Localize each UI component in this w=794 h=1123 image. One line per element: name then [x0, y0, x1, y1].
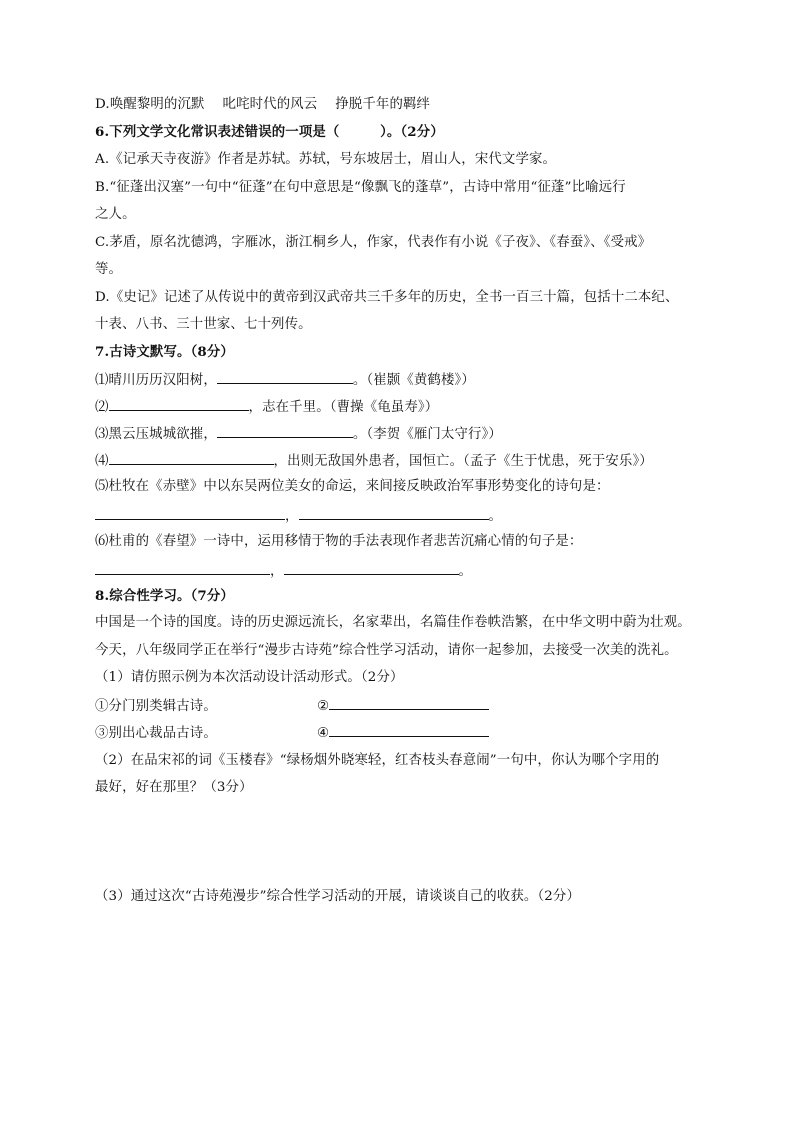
q8-part2-line1: （2）在品宋祁的词《玉楼春》“绿杨烟外晓寒轻，红杏枝头春意闹”一句中，你认为哪个字用的 — [95, 753, 660, 768]
q7-stem: 7.古诗文默写。（8分） — [95, 344, 234, 360]
q7-item3-answer-blank[interactable] — [217, 424, 353, 438]
q6-option-b-line1: B.“征蓬出汉塞”一句中“征蓬”在句中意思是“像飘飞的蓬草”，古诗中常用“征蓬”比喻远行 — [95, 180, 626, 195]
q8-part1-example3: ③别出心裁品古诗。 — [95, 726, 217, 741]
q8-intro-line1: 中国是一个诗的国度。诗的历史源远流长，名家辈出，名篇佳作卷帙浩繁，在中华文明中蔚为壮观。 — [95, 615, 691, 630]
q7-item2-suffix: ，志在千里。（曹操《龟虽寿》） — [248, 400, 439, 415]
q8-part1-answer-blank-4[interactable] — [329, 723, 489, 737]
q7-item2-prefix: ⑵ — [95, 400, 109, 415]
q7-item5-period: 。 — [488, 509, 503, 524]
q7-item1-answer-blank[interactable] — [217, 370, 353, 384]
q8-stem: 8.综合性学习。（7分） — [95, 588, 234, 604]
q6-option-a: A.《记承天寺夜游》作者是苏轼。苏轼，号东坡居士，眉山人，宋代文学家。 — [95, 152, 557, 167]
q6-option-c-line1: C.茅盾，原名沈德鸿，字雁冰，浙江桐乡人，作家，代表作有小说《子夜》、《春蚕》、《受戒》 — [95, 235, 652, 250]
q7-item4-answer-blank[interactable] — [109, 451, 274, 465]
q7-item1 — [95, 370, 475, 390]
q6-option-b-line2: 之人。 — [95, 207, 136, 222]
q7-item5-comma: ， — [285, 509, 299, 524]
q7-item4-prefix: ⑷ — [95, 454, 109, 469]
q7-item3-prefix: ⑶黑云压城城欲摧， — [95, 427, 217, 442]
q7-item3 — [95, 424, 502, 444]
q7-item1-suffix: 。（崔颢《黄鹤楼》） — [352, 373, 475, 388]
q7-item6-answer-blank-1[interactable] — [95, 561, 270, 575]
q7-item2 — [95, 397, 438, 417]
q7-item6-prompt: ⑹杜甫的《春望》一诗中，运用移情于物的手法表现作者悲苦沉痛心情的句子是： — [95, 534, 583, 549]
q8-part1-stem: （1）请仿照示例为本次活动设计活动形式。（2分） — [95, 670, 404, 685]
q7-item5-answers — [95, 506, 502, 526]
q8-part1-marker2: ② — [317, 699, 330, 714]
q6-option-d-line2: 十表、八书、三十世家、七十列传。 — [95, 317, 312, 332]
q6-stem: 6.下列文学文化常识表述错误的一项是（ ）。（2分） — [95, 124, 444, 140]
q7-item4 — [95, 451, 653, 471]
q7-item2-answer-blank[interactable] — [109, 397, 249, 411]
q8-intro-line2: 今天，八年级同学正在举行“漫步古诗苑”综合性学习活动，请你一起参加，去接受一次美的洗礼。 — [95, 643, 678, 658]
q7-item3-suffix: 。（李贺《雁门太守行》） — [352, 427, 502, 442]
q5-option-d: D.唤醒黎明的沉默 叱咤时代的风云 挣脱千年的羁绊 — [95, 97, 431, 112]
q8-part1-row1 — [95, 696, 489, 716]
q8-part1-marker4: ④ — [317, 726, 330, 741]
q8-part3: （3）通过这次“古诗苑漫步”综合性学习活动的开展，请谈谈自己的收获。（2分） — [95, 889, 581, 904]
q7-item5-prompt: ⑸杜牧在《赤壁》中以东吴两位美女的命运，来间接反映政治军事形势变化的诗句是： — [95, 479, 610, 494]
q7-item5-answer-blank-1[interactable] — [95, 506, 285, 520]
q8-part1-row2 — [95, 723, 489, 743]
q6-option-c-line2: 等。 — [95, 262, 123, 277]
q7-item1-prefix: ⑴晴川历历汉阳树， — [95, 373, 217, 388]
q7-item6-answers — [95, 561, 472, 581]
q7-item6-answer-blank-2[interactable] — [284, 561, 459, 575]
q7-item4-suffix: ，出则无敌国外患者，国恒亡。（孟子《生于忧患，死于安乐》） — [273, 454, 653, 469]
q8-part1-example1: ①分门别类辑古诗。 — [95, 699, 217, 714]
q7-item6-period: 。 — [458, 564, 473, 579]
q8-part2-line2: 最好，好在那里？（3分） — [95, 780, 253, 795]
q6-option-d-line1: D.《史记》记述了从传说中的黄帝到汉武帝共三千多年的历史，全书一百三十篇，包括十二本纪、 — [95, 290, 679, 305]
q8-part1-answer-blank-2[interactable] — [329, 696, 489, 710]
q7-item6-comma: ， — [270, 564, 284, 579]
q7-item5-answer-blank-2[interactable] — [299, 506, 489, 520]
